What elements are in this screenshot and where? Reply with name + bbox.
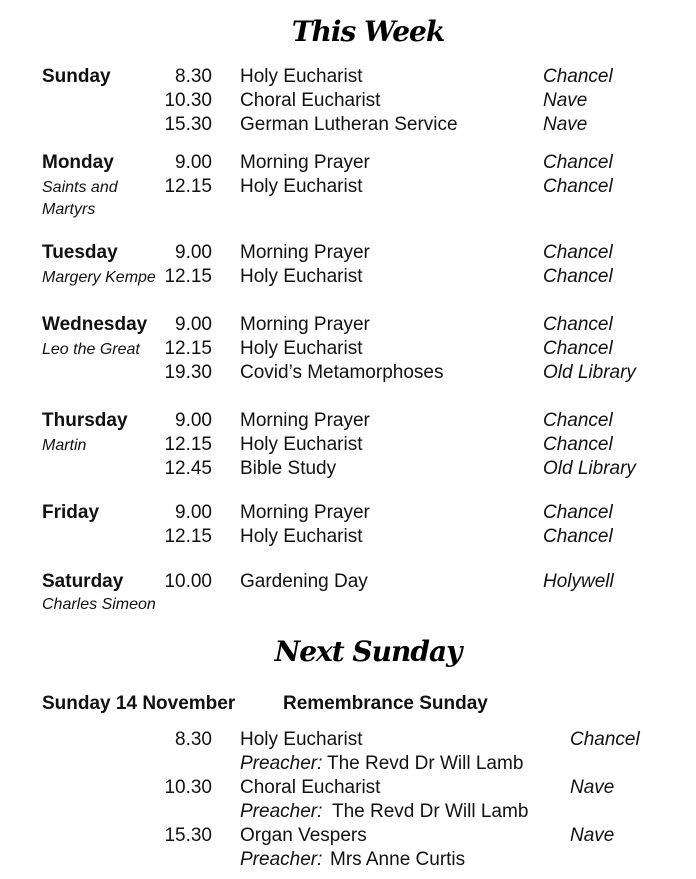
next-sunday-heading: Next Sunday bbox=[274, 635, 462, 668]
service-time: 12.15 bbox=[164, 176, 212, 197]
service-location: Chancel bbox=[543, 266, 613, 287]
service-time: 10.30 bbox=[164, 777, 212, 798]
service-name: Morning Prayer bbox=[240, 242, 370, 263]
service-time: 12.15 bbox=[164, 266, 212, 287]
service-time: 15.30 bbox=[164, 825, 212, 846]
service-location: Chancel bbox=[543, 66, 613, 87]
service-location: Chancel bbox=[543, 338, 613, 359]
service-location: Chancel bbox=[543, 242, 613, 263]
preacher-label: Preacher: bbox=[240, 753, 323, 774]
preacher-label: Preacher: bbox=[240, 801, 323, 822]
service-name: Holy Eucharist bbox=[240, 66, 363, 87]
service-time: 12.15 bbox=[164, 434, 212, 455]
service-name: Morning Prayer bbox=[240, 314, 370, 335]
next-sunday-date: Sunday 14 November bbox=[42, 693, 236, 714]
service-time: 19.30 bbox=[164, 362, 212, 383]
day-wednesday: Wednesday bbox=[42, 314, 148, 335]
service-name: Holy Eucharist bbox=[240, 176, 363, 197]
service-time: 9.00 bbox=[175, 410, 212, 431]
service-name: Holy Eucharist bbox=[240, 729, 363, 750]
service-location: Chancel bbox=[570, 729, 640, 750]
saint-of-day: Saints and bbox=[42, 179, 118, 196]
service-time: 8.30 bbox=[175, 729, 212, 750]
day-sunday: Sunday bbox=[42, 66, 111, 87]
service-location: Nave bbox=[570, 777, 615, 798]
service-name: Covid’s Metamorphoses bbox=[240, 362, 444, 383]
preacher-name: Mrs Anne Curtis bbox=[330, 849, 466, 870]
preacher-label: Preacher: bbox=[240, 849, 323, 870]
service-time: 10.00 bbox=[164, 571, 212, 592]
day-tuesday: Tuesday bbox=[42, 242, 118, 263]
service-name: Holy Eucharist bbox=[240, 526, 363, 547]
service-time: 9.00 bbox=[175, 314, 212, 335]
service-name: Gardening Day bbox=[240, 571, 368, 592]
service-time: 12.45 bbox=[164, 458, 212, 479]
service-location: Nave bbox=[543, 114, 588, 135]
service-name: Organ Vespers bbox=[240, 825, 367, 846]
service-location: Nave bbox=[570, 825, 615, 846]
service-time: 12.15 bbox=[164, 526, 212, 547]
service-time: 9.00 bbox=[175, 502, 212, 523]
service-location: Old Library bbox=[543, 458, 636, 479]
service-location: Nave bbox=[543, 90, 588, 111]
preacher-name: The Revd Dr Will Lamb bbox=[327, 753, 524, 774]
service-name: Morning Prayer bbox=[240, 410, 370, 431]
service-name: Bible Study bbox=[240, 458, 337, 479]
service-time: 8.30 bbox=[175, 66, 212, 87]
service-time: 9.00 bbox=[175, 242, 212, 263]
service-location: Chancel bbox=[543, 152, 613, 173]
service-location: Chancel bbox=[543, 526, 613, 547]
service-location: Chancel bbox=[543, 434, 613, 455]
service-name: Holy Eucharist bbox=[240, 266, 363, 287]
saint-of-day: Charles Simeon bbox=[42, 596, 156, 613]
day-monday: Monday bbox=[42, 152, 114, 173]
service-location: Chancel bbox=[543, 314, 613, 335]
service-name: Choral Eucharist bbox=[240, 90, 381, 111]
service-location: Chancel bbox=[543, 502, 613, 523]
service-location: Old Library bbox=[543, 362, 636, 383]
day-thursday: Thursday bbox=[42, 410, 128, 431]
next-sunday-occasion: Remembrance Sunday bbox=[283, 693, 488, 714]
service-location: Chancel bbox=[543, 410, 613, 431]
day-friday: Friday bbox=[42, 502, 100, 523]
saint-of-day-cont: Martyrs bbox=[42, 201, 96, 218]
service-time: 15.30 bbox=[164, 114, 212, 135]
service-time: 12.15 bbox=[164, 338, 212, 359]
saint-of-day: Leo the Great bbox=[42, 341, 140, 358]
service-name: Morning Prayer bbox=[240, 502, 370, 523]
service-name: Morning Prayer bbox=[240, 152, 370, 173]
saint-of-day: Margery Kempe bbox=[42, 269, 156, 286]
service-location: Holywell bbox=[543, 571, 614, 592]
preacher-name: The Revd Dr Will Lamb bbox=[332, 801, 529, 822]
service-time: 10.30 bbox=[164, 90, 212, 111]
service-name: German Lutheran Service bbox=[240, 114, 458, 135]
service-name: Holy Eucharist bbox=[240, 434, 363, 455]
service-location: Chancel bbox=[543, 176, 613, 197]
service-time: 9.00 bbox=[175, 152, 212, 173]
this-week-heading: This Week bbox=[291, 15, 445, 48]
day-saturday: Saturday bbox=[42, 571, 124, 592]
service-name: Choral Eucharist bbox=[240, 777, 381, 798]
service-name: Holy Eucharist bbox=[240, 338, 363, 359]
saint-of-day: Martin bbox=[42, 437, 87, 454]
